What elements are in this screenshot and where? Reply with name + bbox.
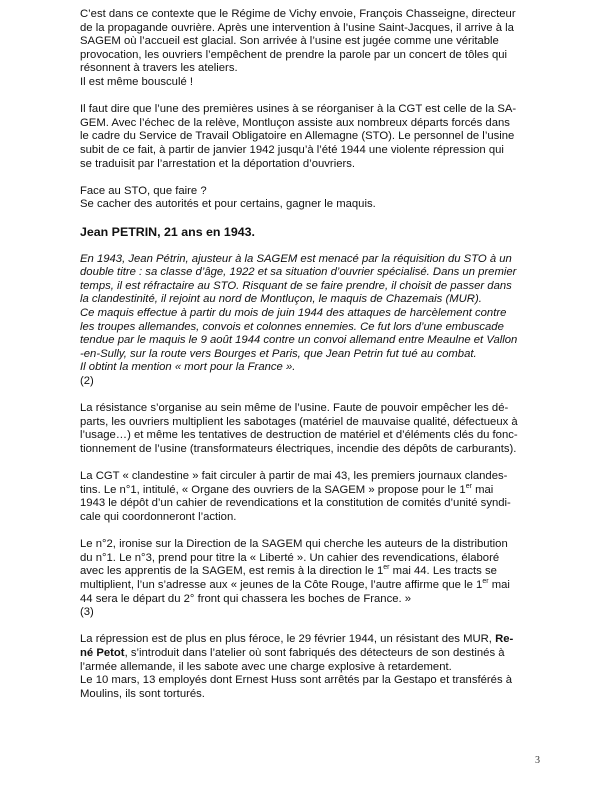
text-line: du n°1. Le n°3, prend pour titre la « Liberté ». Un cahier des revendications, élaboré: [80, 551, 500, 564]
text-line: cale qui coordonneront l’action.: [80, 510, 237, 523]
text-line: La répression est de plus en plus féroce, le 29 février 1944, un résistant des MUR, Re-: [80, 633, 514, 646]
text-line: subit de ce fait, à partir de janvier 1942 jusqu’à l’été 1944 une violente répression qui: [80, 143, 504, 156]
reference-2: (2): [80, 375, 94, 388]
text-line: Il est même bousculé !: [80, 75, 194, 88]
text-line: SAGEM où l’accueil est glacial. Son arrivée à l’usine est jugée comme une véritable: [80, 35, 499, 48]
text-line: né Petot, s’introduit dans l’atelier où sont fabriqués des détecteurs de son destinés à: [80, 646, 505, 659]
text-line: Le 10 mars, 13 employés dont Ernest Huss sont arrêtés par la Gestapo et transférés à: [80, 674, 513, 687]
text-line: La résistance s’organise au sein même de l’usine. Faute de pouvoir empêcher les dé-: [80, 402, 509, 415]
text-line: provocation, les ouvriers l’empêchent de prendre la parole par un concert de tôles qui: [80, 48, 508, 61]
text-line: se traduisit par l’arrestation et la déportation d’ouvriers.: [80, 157, 356, 170]
text-line: tins. Le n°1, intitulé, « Organe des ouvriers de la SAGEM » propose pour le 1er mai: [80, 482, 494, 496]
paragraph-vichy: [80, 8, 540, 90]
text-line: tionnement de l’usine (transformateurs électriques, incendie des dépôts de carburants).: [80, 443, 517, 455]
text-line: l’armée allemande, il les sabote avec une charge explosive à retardement.: [80, 660, 452, 673]
text-line: Se cacher des autorités et pour certains, gagner le maquis.: [80, 198, 376, 211]
document-page: [80, 8, 540, 701]
text-line: parts, les ouvriers multiplient les sabotages (matériel de mauvaise qualité, défectueux à: [80, 415, 518, 428]
text-line: Le n°2, ironise sur la Direction de la SAGEM qui cherche les auteurs de la distribution: [80, 538, 508, 551]
paragraph-clandestine-cgt: [80, 470, 540, 524]
text-line: l’usage…) et même les tentatives de destruction de matériel et d’éléments clés du fonc-: [80, 429, 518, 442]
paragraph-repression: [80, 633, 540, 701]
text-line: 44 sera le départ du 2° front qui chassera les boches de France. »: [80, 592, 412, 605]
text-line: La CGT « clandestine » fait circuler à partir de mai 43, les premiers journaux clandes-: [80, 470, 508, 483]
text-line: la clandestinité, il rejoint au nord de Montluçon, le maquis de Chazemais (MUR).: [80, 293, 482, 306]
text-line: le cadre du Service de Travail Obligatoire en Allemagne (STO). Le personnel de l’usine: [80, 130, 515, 143]
paragraph-tracts: [80, 538, 540, 606]
text-line: résonnent à travers les ateliers.: [80, 62, 238, 75]
text-line: avec les apprentis de la SAGEM, est remis à la direction le 1er mai 44. Les tracts se: [80, 564, 497, 578]
text-line: Face au STO, que faire ?: [80, 184, 207, 197]
text-line: Il faut dire que l’une des premières usines à se réorganiser à la CGT est celle de la SA-: [80, 103, 517, 116]
text-line: Il obtint la mention « mort pour la France ».: [80, 361, 296, 374]
text-line: GEM. Avec l’échec de la relève, Montluçon assiste aux nombreux départs forcés dans: [80, 116, 510, 129]
reference-3: (3): [80, 606, 94, 619]
text-line: double titre : sa classe d’âge, 1922 et sa situation d’ouvrier spécialisé. Dans un premier: [80, 266, 517, 279]
text-line: Ce maquis effectue à partir du mois de juin 1944 des attaques de harcèlement contre: [80, 307, 507, 320]
section-heading: Jean PETRIN, 21 ans en 1943.: [80, 224, 255, 239]
quote-jean-petrin: [80, 253, 540, 375]
text-line: 1943 le dépôt d’un cahier de revendications et la constitution de comités d’unité syndi-: [80, 497, 511, 510]
paragraph-sto: [80, 185, 540, 212]
text-line: C’est dans ce contexte que le Régime de Vichy envoie, François Chasseigne, directeur: [80, 8, 516, 20]
text-line: En 1943, Jean Pétrin, ajusteur à la SAGEM est menacé par la réquisition du STO à un: [80, 252, 512, 265]
text-line: temps, il est réfractaire au STO. Risquant de se faire prendre, il choisit de passer dans: [80, 279, 512, 292]
page-number: 3: [535, 755, 540, 766]
text-line: -en-Sully, sur la route vers Bourges et Paris, que Jean Petrin fut tué au combat.: [80, 347, 477, 360]
paragraph-cgt: [80, 103, 540, 171]
text-line: tendue par le maquis le 9 août 1944 contre un convoi allemand entre Meaulne et Vallon: [80, 334, 518, 347]
text-line: les troupes allemandes, convois et colonnes ennemies. Ce fut lors d’une embuscade: [80, 320, 504, 333]
text-line: multiplient, l’un s’adresse aux « jeunes de la Côte Rouge, l’autre affirme que le 1er mai: [80, 577, 510, 591]
paragraph-resistance: [80, 402, 540, 456]
text-line: de la propagande ouvrière. Après une intervention à l’usine Saint-Jacques, il arrive à la: [80, 21, 514, 34]
text-line: Moulins, ils sont torturés.: [80, 687, 205, 700]
